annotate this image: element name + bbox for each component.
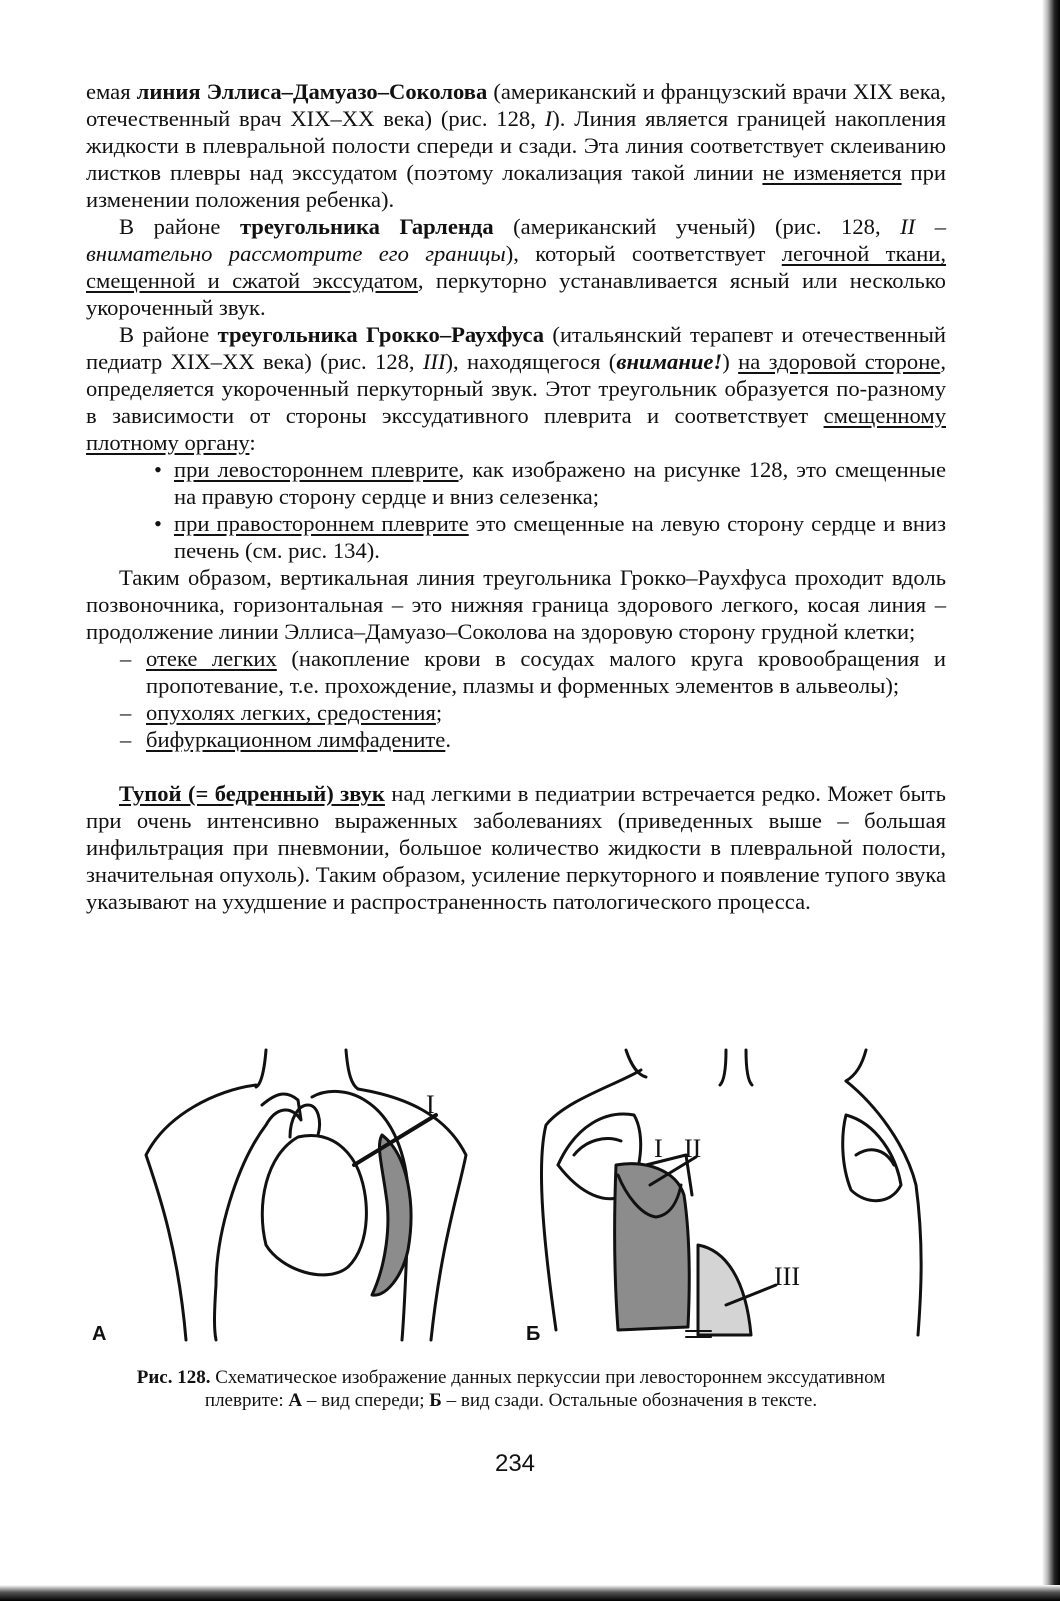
list-item: – опухолях легких, средостения;	[116, 699, 946, 726]
figure-128	[86, 1045, 966, 1345]
paragraph-dull-sound: Тупой (= бедренный) звук над легкими в педиатрии встречается редко. Может быть при очень интенсивно выраженных заболеваниях (приведенных выше – большая инфильтрация при пневмонии, большое количество жидкости в плевральной полости, значительная опухоль). Таким образом, усиление перкуторного и появление тупого звука указывают на ухудшение и распространенность патологического процесса.	[86, 781, 946, 914]
term-grocco-triangle: треугольника Грокко–Раухфуса	[217, 322, 545, 347]
paragraph-garland-triangle: В районе треугольника Гарленда (американский ученый) (рис. 128, II – внимательно рассмотрите его границы), который соответствует легочной ткани, смещенной и сжатой экссудатом, перкуторно устанавливается ясный или несколько укороченный звук.	[86, 214, 947, 320]
list-item: • при левостороннем плеврите, как изображено на рисунке 128, это смещенные на правую сторону сердце и вниз селезенка;	[146, 456, 946, 510]
term-ellis-line: линия Эллиса–Дамуазо–Соколова	[136, 79, 488, 104]
scan-edge-bottom	[0, 1585, 1060, 1601]
body-text	[86, 78, 946, 915]
scan-edge-right	[1042, 0, 1060, 1601]
back-view-drawing	[541, 1050, 921, 1337]
list-item: • при правостороннем плеврите это смещенные на левую сторону сердце и вниз печень (см. рис. 134).	[146, 510, 946, 564]
figure-label-a: А	[92, 1323, 107, 1345]
term-dull-sound: Тупой (= бедренный) звук	[119, 781, 385, 806]
figure-marker-3: III	[774, 1262, 800, 1291]
figure-caption: Рис. 128. Схематическое изображение данных перкуссии при левостороннем экссудативном плеврите: А – вид спереди; Б – вид сзади. Остальные обозначения в тексте.	[136, 1367, 886, 1411]
figure-illustration	[86, 1045, 966, 1345]
figure-marker-1: I	[426, 1090, 435, 1119]
list-item: – бифуркационном лимфадените.	[116, 726, 946, 753]
figure-marker-1b: I	[654, 1134, 663, 1163]
dash-list	[86, 645, 946, 753]
figure-label-b: Б	[526, 1323, 541, 1345]
term-garland-triangle: треугольника Гарленда	[239, 214, 494, 239]
paragraph-grocco-triangle: В районе треугольника Грокко–Раухфуса (итальянский терапевт и отечественный педиатр XIX–XX века) (рис. 128, III), находящегося (внимание!) на здоровой стороне, определяется укороченный перкуторный звук. Этот треугольник образуется по-разному в зависимости от стороны экссудативного плеврита и соответствует смещенному плотному органу:	[86, 322, 947, 455]
front-view-drawing	[146, 1050, 466, 1340]
paragraph-summary: Таким образом, вертикальная линия треугольника Грокко–Раухфуса проходит вдоль позвоночника, горизонтальная – это нижняя граница здорового легкого, косая линия – продолжение линии Эллиса–Дамуазо–Соколова на здоровую сторону грудной клетки;	[86, 565, 946, 644]
paragraph-ellis-line: емая линия Эллиса–Дамуазо–Соколова (американский и французский врачи XIX века, отечественный врач XIX–XX века) (рис. 128, I). Линия является границей накопления жидкости в плевральной полости спереди и сзади. Эта линия соответствует склеиванию листков плевры над экссудатом (поэтому локализация такой линии не изменяется при изменении положения ребенка).	[86, 79, 947, 212]
spacer	[86, 753, 946, 780]
page-number: 234	[494, 1450, 536, 1477]
figure-marker-2: II	[684, 1134, 702, 1163]
bullet-list	[86, 456, 946, 564]
list-item: – отеке легких (накопление крови в сосудах малого круга кровообращения и пропотевание, т.е. прохождение, плазмы и форменных элементов в альвеолы);	[116, 645, 946, 699]
